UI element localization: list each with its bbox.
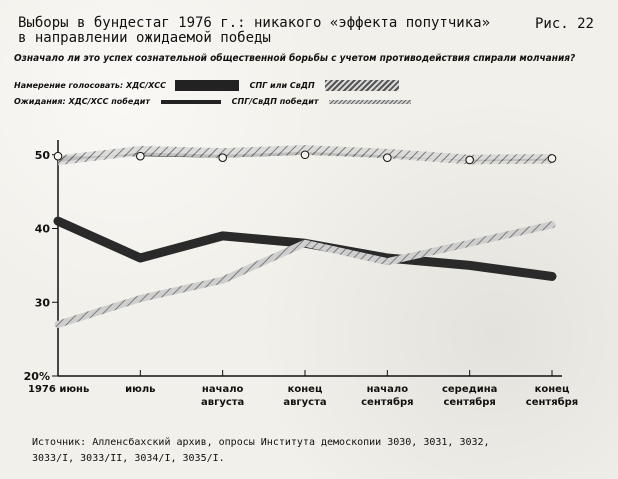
chart-title-line-2: в направлении ожидаемой победы	[18, 30, 271, 46]
x-tick-label: августа	[201, 397, 245, 408]
legend-cdu-label: ХДС/ХСС	[125, 81, 166, 90]
legend-expected-label: Ожидания:	[14, 97, 66, 106]
chart-question: Означало ли это успех сознательной общественной борьбы с учетом противодействия спирали молчания?	[14, 53, 576, 64]
chart-title-line-1: Выборы в бундестаг 1976 г.: никакого «эффекта попутчика»	[18, 15, 491, 31]
x-tick-label: середина	[441, 384, 498, 395]
x-tick-label: 1976 июнь	[28, 384, 90, 395]
x-tick-label: июль	[125, 384, 156, 395]
band-marker	[54, 152, 62, 160]
y-tick-label: 30	[34, 296, 50, 310]
source-note	[32, 435, 490, 467]
x-tick-label: августа	[283, 397, 327, 408]
x-axis-labels	[28, 384, 578, 408]
x-tick-label: конец	[287, 384, 323, 395]
band-marker	[301, 151, 309, 159]
legend-spd-label: СПГ или СвДП	[249, 81, 315, 90]
chart-axes	[52, 140, 562, 376]
x-tick-label: конец	[534, 384, 570, 395]
source-line-2: 3033/I, 3033/II, 3034/I, 3035/I.	[32, 453, 225, 464]
x-tick-label: сентября	[361, 397, 414, 408]
chart-lines	[58, 221, 552, 324]
y-tick-label: 40	[34, 222, 50, 236]
y-tick-label: 50	[34, 148, 50, 162]
band-marker	[548, 155, 556, 163]
x-tick-label: сентября	[525, 397, 579, 408]
figure-number: Рис. 22	[534, 16, 594, 32]
x-tick-label: сентября	[443, 397, 496, 408]
y-axis-labels	[24, 149, 51, 383]
legend-expected-spd-label: СПГ/СвДП победит	[231, 97, 319, 106]
y-tick-label: 20%	[23, 370, 50, 383]
expected-cdu-line	[58, 221, 552, 276]
band-marker	[466, 156, 474, 164]
x-tick-label: начало	[366, 384, 409, 395]
band-marker	[219, 154, 227, 162]
legend-voting-label: Намерение голосовать:	[14, 81, 124, 90]
band-marker	[137, 152, 145, 160]
legend-expected-cdu-label: ХДС/ХСС победит	[68, 97, 151, 106]
x-tick-label: начало	[201, 384, 244, 395]
band-marker	[384, 154, 392, 162]
source-line-1: Источник: Алленсбахский архив, опросы Института демоскопии 3030, 3031, 3032,	[32, 437, 490, 448]
